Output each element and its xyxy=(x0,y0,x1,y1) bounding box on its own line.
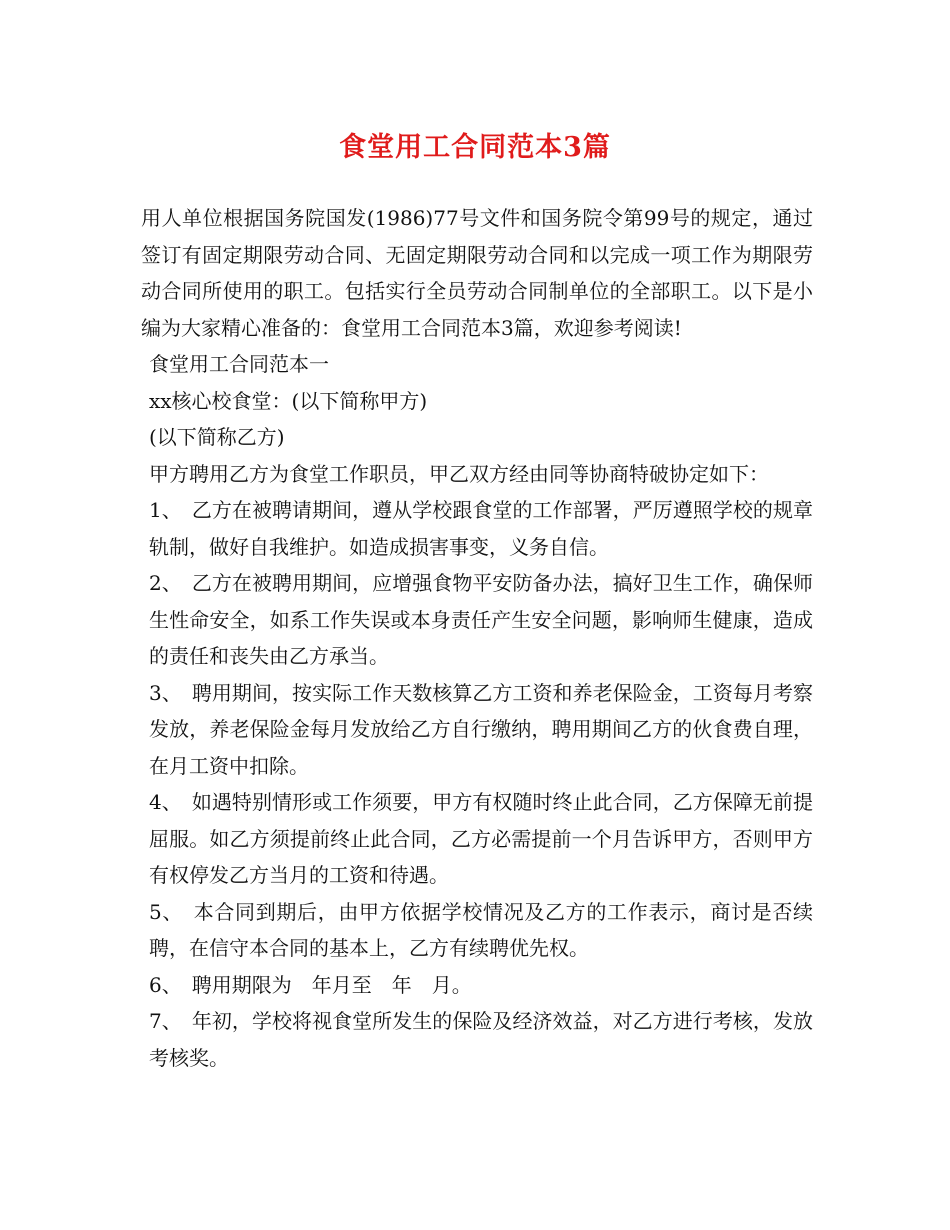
party-b-line: (以下简称乙方) xyxy=(149,425,285,449)
clause-5: 5、 本合同到期后，由甲方依据学校情况及乙方的工作表示，商讨是否续聘，在信守本合同的基本上，乙方有续聘优先权。 xyxy=(149,899,813,960)
intro-paragraph: 用人单位根据国务院国发(1986)77号文件和国务院令第99号的规定，通过签订有固定期限劳动合同、无固定期限劳动合同和以完成一项工作为期限劳动合同所使用的职工。包括实行全员劳动合同制单位的全部职工。以下是小编为大家精心准备的：食堂用工合同范本3篇，欢迎参考阅读! xyxy=(141,206,813,340)
document-body xyxy=(141,200,813,1076)
clause-4: 4、 如遇特别情形或工作须要，甲方有权随时终止此合同，乙方保障无前提屈服。如乙方须提前终止此合同，乙方必需提前一个月告诉甲方，否则甲方有权停发乙方当月的工资和待遇。 xyxy=(149,790,813,887)
party-a-line: xx核心校食堂：(以下简称甲方) xyxy=(149,388,428,413)
section-heading: 食堂用工合同范本一 xyxy=(149,352,329,376)
preamble-line: 甲方聘用乙方为食堂工作职员，甲乙双方经由同等协商特破协定如下： xyxy=(149,461,769,486)
clause-6: 6、 聘用期限为 年月至 年 月。 xyxy=(149,972,472,997)
clause-7: 7、 年初，学校将视食堂所发生的保险及经济效益，对乙方进行考核，发放考核奖。 xyxy=(149,1009,813,1070)
clause-3: 3、 聘用期间，按实际工作天数核算乙方工资和养老保险金，工资每月考察发放，养老保险金每月发放给乙方自行缴纳，聘用期间乙方的伙食费自理，在月工资中扣除。 xyxy=(149,680,813,778)
clause-1: 1、 乙方在被聘请期间，遵从学校跟食堂的工作部署，严厉遵照学校的规章轨制，做好自我维护。如造成损害事变，义务自信。 xyxy=(149,498,813,559)
document-title: 食堂用工合同范本3篇 xyxy=(339,132,611,163)
clause-2: 2、 乙方在被聘用期间，应增强食物平安防备办法，搞好卫生工作，确保师生性命安全，如系工作失误或本身责任产生安全问题，影响师生健康，造成的责任和丧失由乙方承当。 xyxy=(149,571,813,668)
